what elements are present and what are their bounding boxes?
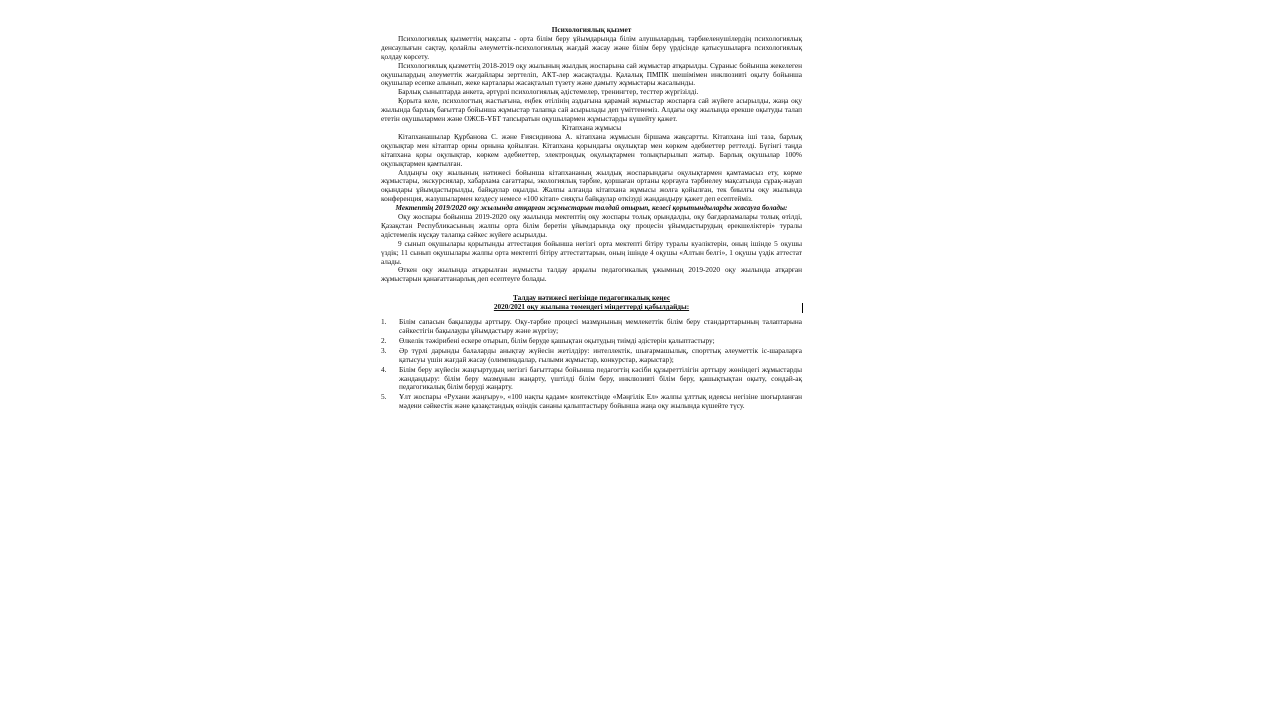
list-item-number: 1. [381, 317, 387, 327]
paragraph: Психологиялық қызметтің мақсаты - орта білім беру ұйымдарында білім алушылардың, тәрбиеленушілердің психологиялық денсаулығын сақтау, қолайлы әлеуметтік-психологиялық жағдай жасау және білім беру үрдісінде қатысушыларға психологиялық қолдау көрсету. [381, 33, 802, 61]
paragraph: Барлық сыныптарда анкета, әртүрлі психологиялық әдістемелер, тренингтер, тесттер жүргізілді. [398, 87, 699, 97]
list-item-text: Әр түрлі дарынды балаларды анықтау жүйесін жетілдіру: интеллектік, шығармашылық, спорттық әлеуметтік іс-шараларға қатысуы үшін жағдай жасау (олимпиадалар, ғылыми жұмыстар, конкурстар, жарыстар); [399, 345, 802, 364]
list-item [381, 347, 802, 365]
council-heading-line-2: 2020/2021 оқу жылына төмендегі міндеттерді қабылдайды: [493, 302, 690, 312]
council-heading-line-1: Талдау нәтижесі негізінде педагогикалық кеңес [512, 293, 671, 303]
text-cursor [802, 303, 803, 313]
list-item-text: Білім сапасын бақылауды арттыру. Оқу-тәрбие процесі мазмұнының мемлекеттік білім беру стандарттарының талаптарына сәйкестігін бақылауды ұйымдастыру және жүргізу; [399, 317, 802, 335]
paragraph: Қорыта келе, психологтың жастығына, еңбек өтілінің аздығына қарамай жұмыстар жоспарға сай жүйеге асырылды, жаңа оқу жылында барлық бағыттар бойынша жұмыстар талапқа сай асырылады деп үміттенеміз. Алдағы оқу жылында ерекше оқытуды талап ететін оқушылармен және ОЖСБ-ҰБТ тапсыратын оқушылармен жұмыстарды күшейту қажет. [381, 96, 802, 124]
section-heading: Мектептің 2019/2020 оқу жылында атқарған жұмыстарын талдай отырып, келесі қорытындыларды жасауға болады: [395, 203, 788, 213]
document-body [381, 26, 802, 284]
list-item-number: 3. [381, 345, 387, 355]
paragraph: Өткен оқу жылында атқарылған жұмысты талдау арқылы педагогикалық ұжымның 2019-2020 оқу жылында атқарған жұмыстарын қанағаттанарлық деп есептеуге болады. [381, 265, 802, 284]
task-list [381, 318, 802, 411]
paragraph: Кітапханашылар Құрбанова С. және Ғиясидинова А. кітапхана жұмысын біршама жақсартты. Кітапхана іші таза, барлық оқулықтар мен кітаптар орны орнына қойылған. Кітапхана қорындағы оқулықтар мен көркем әдебиеттер реттелді. Бүгінгі таңда кітапхана қоры оқулықтар, көркем әдебиеттер, электрондық оқулықтармен толықтырылып жатыр. Барлық оқушылар 100% оқулықтармен қамтылған. [381, 131, 802, 168]
section-heading: Психологиялық қызмет [551, 25, 632, 34]
list-item-text: Білім беру жүйесін жаңғыртудың негізгі бағыттары бойынша педагогтің кәсіби құзыреттілігін арттыру жөніндегі жұмыстарды жандандыру: білім беру мазмұнын жаңарту, үштілді білім беру, инклюзивті білім беру, қашықтықтан оқыту, сондай-ақ педагогикалық білім беруді жаңарту. [399, 364, 802, 392]
paragraph: 9 сынып оқушылары қорытынды аттестация бойынша негізгі орта мектепті бітіру туралы куәліктерін, оның ішінде 5 оқушы үздік; 11 сынып оқушылары жалпы орта мектепті бітіру аттестаттарын, оның ішінде 4 оқушы «Алтын белгі», 1 оқушы үздік аттестат алады. [381, 238, 802, 266]
list-item-text: Ұлт жоспары «Рухани жаңғыру», «100 нақты қадам» контекстінде «Мәңгілік Ел» жалпы ұлттық идеясы негізіне шоғырланған мәдени сәйкестік және қазақстандық өзіндік сананы қалыптастыру бойынша жаңа оқу жылында күшейте түсу. [399, 392, 802, 411]
list-item [381, 366, 802, 393]
list-item [381, 337, 802, 346]
paragraph: Оқу жоспары бойынша 2019-2020 оқу жылында мектептің оқу жоспары толық орындалды, оқу бағдарламалары толық өтілді, Қазақстан Республикасының жалпы орта білім беретін ұйымдарында оқу процесін ұйымдастырудың ерекшеліктері» туралы әдістемелік нұсқау талапқа сәйкес жүйеге асырылды. [381, 212, 802, 239]
list-item-number: 5. [381, 392, 387, 402]
list-item-number: 4. [381, 364, 387, 374]
list-item-text: Өлкелік тәжірибені ескере отырып, білім беруде қашықтан оқытудың тиімді әдістерін қалыптастыру; [399, 335, 715, 345]
paragraph: Алдыңғы оқу жылының нәтижесі бойынша кітапхананың жылдық жоспарындағы оқулықтармен қамтамасыз ету, көрме жұмыстары, экскурсиялар, хабарлама сағаттары, экологиялық тәрбие, қоршаған ортаны қорғауға тәрбиелеу мақсатында сұрақ-жауап оқындары ұйымдастырылды, байқаулар оқылды. Жалпы алғанда кітапхана жұмысы жолға қойылған, тек биылғы оқу жылында конференция, жазушылармен кездесу немесе «100 кітап» сияқты байқаулар өткізуді жандандыру қажет деп есептейміз. [381, 167, 802, 204]
section-heading: Кітапхана жұмысы [561, 122, 622, 132]
list-item-number: 2. [381, 335, 387, 345]
list-item [381, 318, 802, 336]
document-page [381, 26, 802, 412]
paragraph: Психологиялық қызметтің 2018-2019 оқу жылының жылдық жоспарына сай жұмыстар атқарылды. Сұраныс бойынша жекелеген оқушылардың әлеуметтік жағдайлары зерттеліп, АКТ-лер жасақталды. Қалалық ПМПК шешімімен инклюзивті оқыту бойынша оқушылар есепке алынып, жеке карталары жасақталып түзету және дамыту жұмыстары жасалынды. [381, 60, 802, 88]
list-item [381, 393, 802, 411]
